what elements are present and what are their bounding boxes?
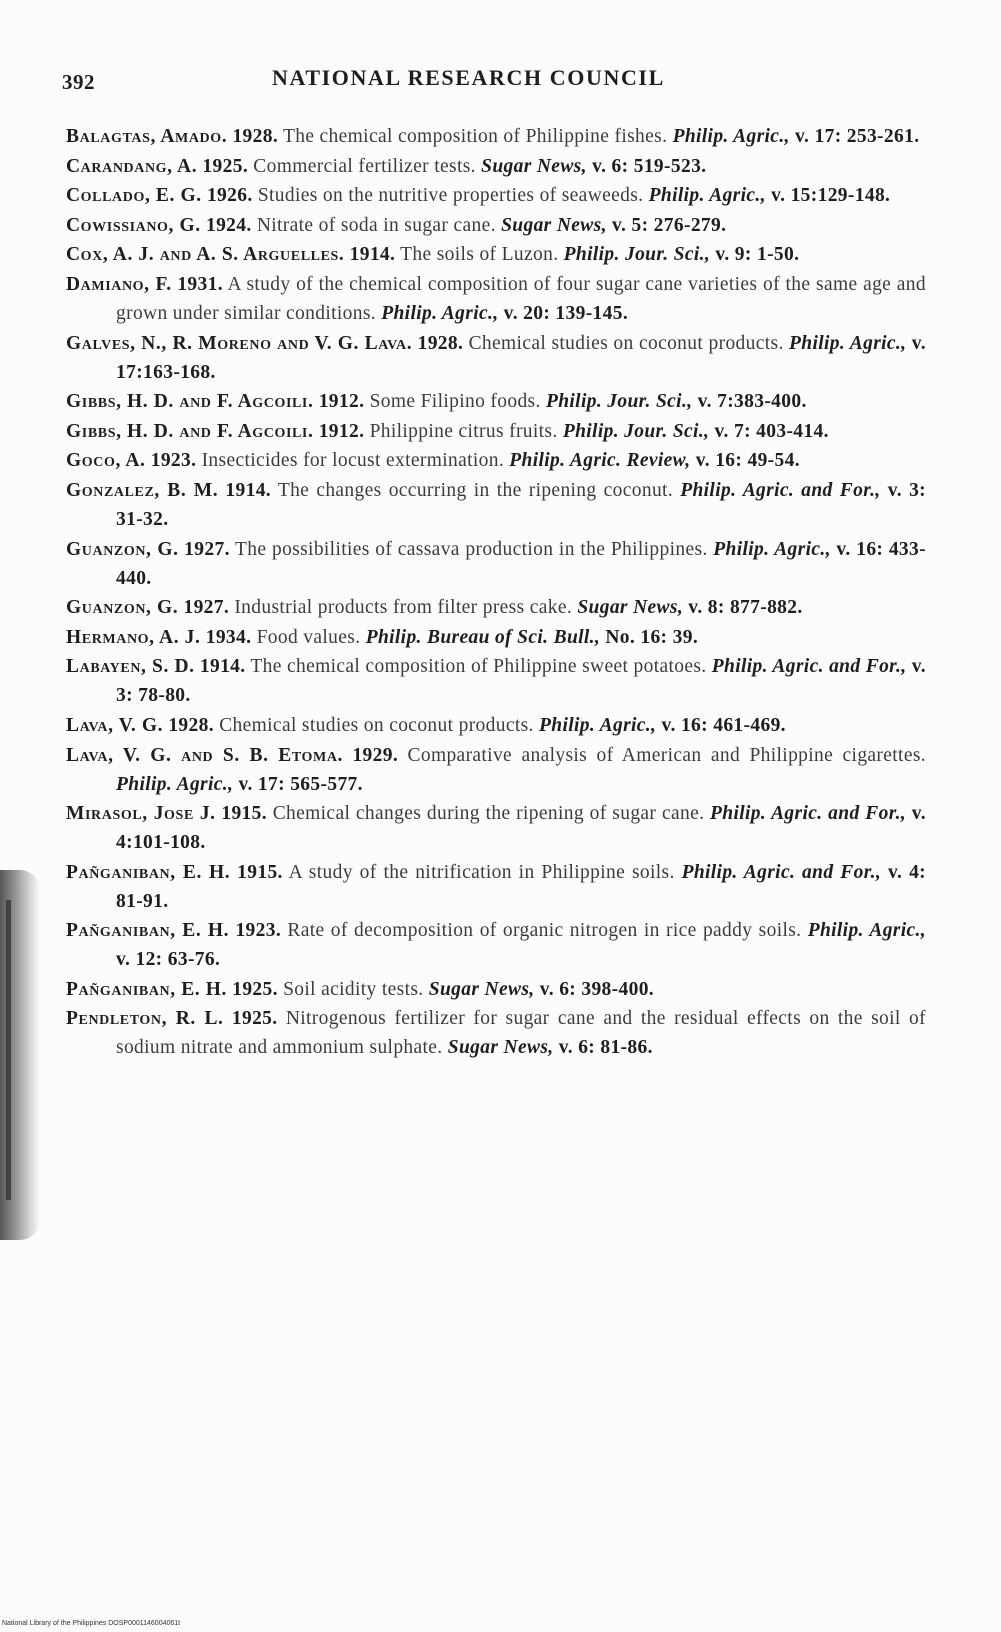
entry-author: Lava, V. G. xyxy=(66,714,164,736)
entry-year: 1925. xyxy=(232,978,278,1000)
entry-journal: Philip. Agric., xyxy=(672,126,790,147)
entry-journal: Sugar News, xyxy=(428,978,535,1000)
entry-year: 1923. xyxy=(235,920,282,942)
bibliography-entry xyxy=(66,211,926,240)
bibliography-entry xyxy=(66,858,926,916)
entry-journal: Sugar News, xyxy=(577,597,684,619)
entry-title: A study of the nitrification in Philippine soils. xyxy=(288,861,675,883)
entry-year: 1914. xyxy=(349,244,396,266)
entry-year: 1927. xyxy=(183,597,230,619)
entry-citation: v. 12: 63-76. xyxy=(116,949,221,971)
entry-year: 1934. xyxy=(205,626,252,648)
entry-year: 1931. xyxy=(177,273,223,295)
entry-citation: v. 4: 81-91. xyxy=(116,861,927,912)
entry-journal: Philip. Agric. Review, xyxy=(509,450,691,472)
entry-journal: Sugar News, xyxy=(481,155,587,177)
bibliography-entry xyxy=(66,270,926,328)
entry-author: Balagtas, Amado. xyxy=(66,126,228,147)
entry-title: A study of the chemical composition of four sugar cane varieties of the same age and grown under similar conditions. xyxy=(116,273,927,324)
entry-citation: v. 7:383-400. xyxy=(697,391,807,413)
entry-journal: Philip. Jour. Sci., xyxy=(563,244,711,266)
entry-author: Pañganiban, E. H. xyxy=(66,978,227,1000)
bibliography-entry xyxy=(66,181,926,210)
entry-author: Pañganiban, E. H. xyxy=(66,861,231,883)
entry-citation: v. 17:163-168. xyxy=(116,332,926,383)
bibliography-list xyxy=(66,122,926,1063)
entry-journal: Philip. Agric., xyxy=(539,714,657,736)
entry-year: 1914. xyxy=(225,479,272,501)
entry-author: Pendleton, R. L. xyxy=(66,1008,224,1030)
bibliography-entry xyxy=(66,387,926,416)
entry-title: Soil acidity tests. xyxy=(283,978,424,1000)
bibliography-entry xyxy=(66,240,926,269)
entry-title: The soils of Luzon. xyxy=(400,244,559,266)
entry-journal: Philip. Agric., xyxy=(807,920,926,942)
bibliography-entry xyxy=(66,152,926,181)
entry-author: Guanzon, G. xyxy=(66,597,179,619)
entry-author: Lava, V. G. and S. B. Etoma. xyxy=(66,744,344,766)
entry-citation: v. 16: 49-54. xyxy=(695,450,800,472)
bibliography-entry xyxy=(66,329,926,387)
entry-year: 1915. xyxy=(237,861,283,883)
entry-author: Cowissiano, G. xyxy=(66,214,201,236)
entry-author: Mirasol, Jose J. xyxy=(66,803,216,825)
entry-author: Hermano, A. J. xyxy=(66,626,201,648)
entry-author: Goco, A. xyxy=(66,450,146,472)
entry-journal: Philip. Agric. and For., xyxy=(710,803,907,825)
entry-citation: v. 17: 565-577. xyxy=(238,773,363,795)
bibliography-entry xyxy=(66,741,926,799)
bibliography-entry xyxy=(66,652,926,710)
entry-citation: v. 16: 433-440. xyxy=(116,538,926,589)
entry-citation: v. 8: 877-882. xyxy=(688,597,803,619)
entry-author: Guanzon, G. xyxy=(66,538,179,560)
bibliography-entry xyxy=(66,975,926,1004)
entry-title: Insecticides for locust extermination. xyxy=(201,450,505,472)
entry-author: Carandang, A. xyxy=(66,155,198,177)
entry-author: Labayen, S. D. xyxy=(66,656,195,678)
entry-journal: Philip. Jour. Sci., xyxy=(545,391,693,413)
entry-year: 1928. xyxy=(232,126,279,147)
entry-title: Chemical studies on coconut products. xyxy=(468,332,784,354)
entry-title: Food values. xyxy=(256,626,361,648)
entry-year: 1928. xyxy=(417,332,464,354)
entry-year: 1928. xyxy=(168,714,214,736)
entry-year: 1924. xyxy=(205,214,252,236)
entry-year: 1915. xyxy=(221,803,267,825)
bibliography-entry xyxy=(66,799,926,857)
running-head: NATIONAL RESEARCH COUNCIL xyxy=(272,65,665,90)
entry-title: Chemical studies on coconut products. xyxy=(219,714,534,736)
bibliography-entry xyxy=(66,1004,926,1062)
entry-author: Gonzalez, B. M. xyxy=(66,479,219,501)
entry-title: The chemical composition of Philippine fishes. xyxy=(282,126,668,147)
entry-author: Galves, N., R. Moreno and V. G. Lava. xyxy=(66,332,413,354)
entry-year: 1914. xyxy=(199,656,246,678)
entry-journal: Sugar News, xyxy=(501,214,607,236)
entry-author: Gibbs, H. D. and F. Agcoili. xyxy=(66,391,314,413)
page-number: 392 xyxy=(62,70,95,94)
entry-citation: v. 9: 1-50. xyxy=(715,244,800,266)
entry-citation: v. 20: 139-145. xyxy=(503,302,629,324)
entry-author: Damiano, F. xyxy=(66,273,172,295)
entry-journal: Philip. Agric. and For., xyxy=(711,656,907,678)
bibliography-entry xyxy=(66,623,926,652)
entry-journal: Philip. Agric., xyxy=(381,302,499,324)
entry-citation: v. 5: 276-279. xyxy=(612,214,727,236)
bibliography-entry xyxy=(66,711,926,740)
entry-title: Some Filipino foods. xyxy=(369,391,541,413)
entry-year: 1927. xyxy=(184,538,230,560)
entry-title: The changes occurring in the ripening coconut. xyxy=(277,479,674,501)
entry-citation: v. 7: 403-414. xyxy=(714,420,829,442)
entry-author: Pañganiban, E. H. xyxy=(66,920,230,942)
entry-author: Gibbs, H. D. and F. Agcoili. xyxy=(66,420,314,442)
entry-journal: Philip. Jour. Sci., xyxy=(562,420,710,442)
entry-author: Collado, E. G. xyxy=(66,185,202,207)
entry-citation: v. 6: 398-400. xyxy=(539,978,655,1000)
entry-author: Cox, A. J. and A. S. Arguelles. xyxy=(66,244,345,266)
entry-title: Rate of decomposition of organic nitrogen in rice paddy soils. xyxy=(287,920,802,942)
entry-journal: Philip. Agric., xyxy=(713,538,831,560)
entry-year: 1926. xyxy=(206,185,253,207)
bibliography-entry xyxy=(66,122,926,151)
scan-credit-footer: National Library of the Philippines DOSP0001146004061t xyxy=(2,1620,181,1627)
entry-year: 1923. xyxy=(150,450,197,472)
entry-title: Nitrogenous fertilizer for sugar cane and the residual effects on the soil of sodium nitrate and ammonium sulphate. xyxy=(116,1008,926,1059)
entry-title: Nitrate of soda in sugar cane. xyxy=(256,214,496,236)
entry-citation: v. 15:129-148. xyxy=(771,185,891,207)
entry-title: The chemical composition of Philippine sweet potatoes. xyxy=(250,656,707,678)
entry-year: 1925. xyxy=(231,1008,278,1030)
bibliography-entry xyxy=(66,446,926,475)
entry-title: Philippine citrus fruits. xyxy=(369,420,558,442)
entry-journal: Philip. Agric. and For., xyxy=(680,479,881,501)
entry-citation: v. 4:101-108. xyxy=(116,803,926,854)
entry-title: Chemical changes during the ripening of sugar cane. xyxy=(272,803,705,825)
entry-title: Industrial products from filter press cake. xyxy=(234,597,573,619)
entry-journal: Philip. Bureau of Sci. Bull., xyxy=(365,626,601,648)
bibliography-entry xyxy=(66,417,926,446)
entry-journal: Sugar News, xyxy=(447,1037,554,1059)
bibliography-entry xyxy=(66,593,926,622)
bibliography-entry xyxy=(66,476,926,534)
entry-title: Comparative analysis of American and Philippine cigarettes. xyxy=(407,744,926,766)
entry-journal: Philip. Agric., xyxy=(648,185,766,207)
entry-citation: v. 6: 81-86. xyxy=(558,1037,653,1059)
entry-journal: Philip. Agric., xyxy=(789,332,907,354)
entry-citation: v. 3: 78-80. xyxy=(116,656,926,707)
entry-citation: No. 16: 39. xyxy=(605,626,699,648)
entry-year: 1925. xyxy=(202,155,249,177)
entry-year: 1929. xyxy=(352,744,399,766)
entry-citation: v. 3: 31-32. xyxy=(116,479,927,530)
entry-citation: v. 17: 253-261. xyxy=(795,126,920,147)
entry-year: 1912. xyxy=(318,420,365,442)
entry-title: The possibilities of cassava production in the Philippines. xyxy=(235,538,708,560)
entry-citation: v. 6: 519-523. xyxy=(592,155,707,177)
bibliography-entry xyxy=(66,916,926,974)
entry-citation: v. 16: 461-469. xyxy=(661,714,786,736)
entry-title: Commercial fertilizer tests. xyxy=(253,155,476,177)
entry-journal: Philip. Agric., xyxy=(116,773,234,795)
bibliography-entry xyxy=(66,535,926,593)
entry-journal: Philip. Agric. and For., xyxy=(681,861,882,883)
entry-title: Studies on the nutritive properties of seaweeds. xyxy=(257,185,644,207)
binding-edge-shadow xyxy=(0,870,40,1240)
entry-year: 1912. xyxy=(318,391,365,413)
